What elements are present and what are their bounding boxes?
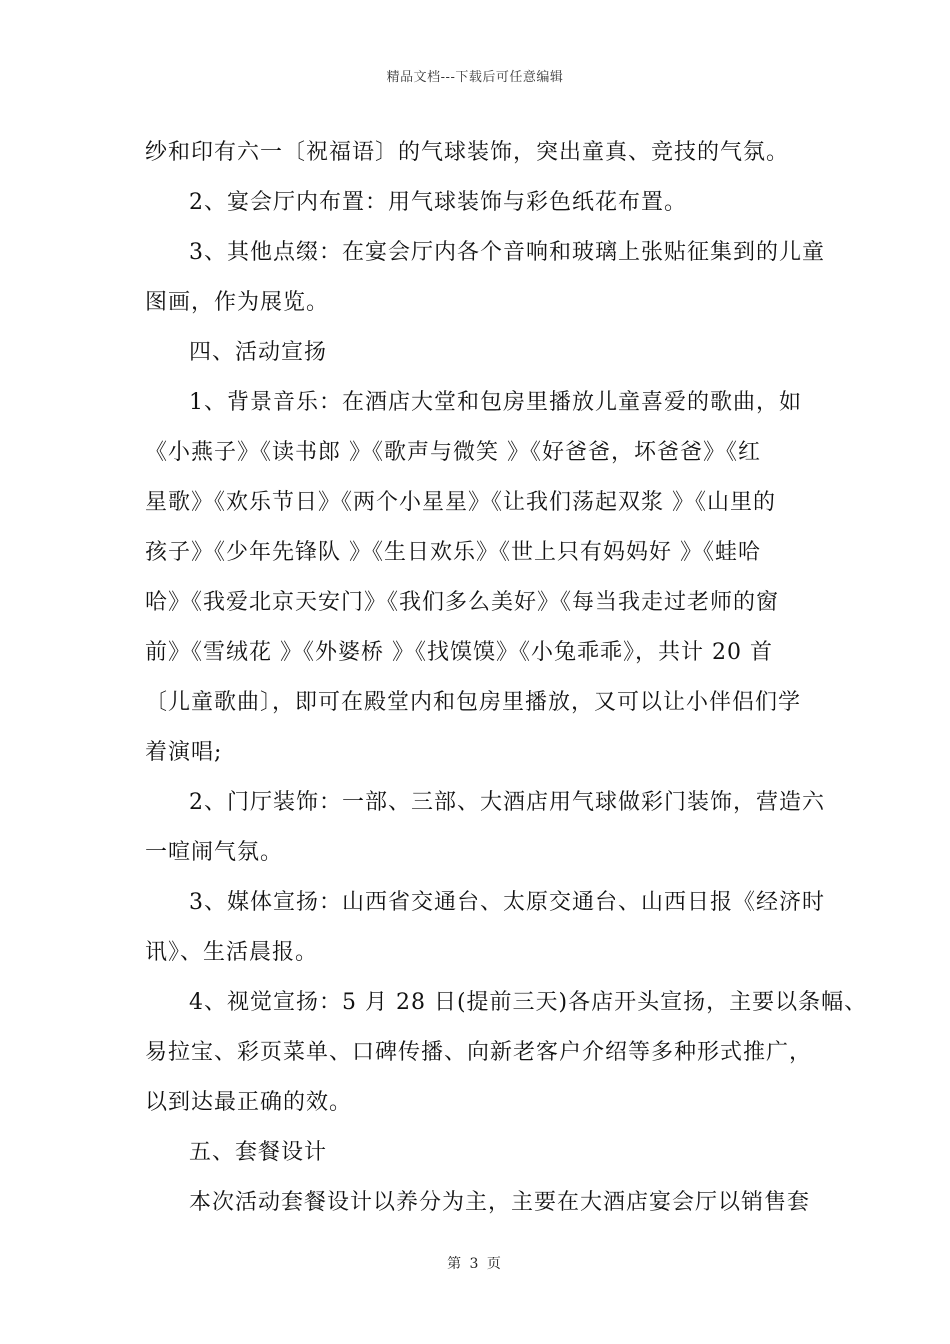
- paragraph-line: 4、视觉宣扬：5 月 28 日(提前三天)各店开头宣扬，主要以条幅、: [189, 990, 868, 1015]
- paragraph-line: 着演唱;: [145, 740, 223, 765]
- page-footer: 第 3 页: [447, 1256, 503, 1272]
- paragraph-line: 孩子》《少年先锋队 》《生日欢乐》《世上只有妈妈好 》《蛙哈: [145, 540, 761, 565]
- paragraph-line: 3、媒体宣扬：山西省交通台、太原交通台、山西日报《经济时: [189, 890, 825, 915]
- paragraph-line: 纱和印有六一〔祝福语〕的气球装饰，突出童真、竞技的气氛。: [145, 140, 790, 165]
- paragraph-line: 本次活动套餐设计以养分为主，主要在大酒店宴会厅以销售套: [189, 1190, 811, 1215]
- paragraph-line: 以到达最正确的效。: [145, 1090, 353, 1115]
- paragraph-line: 哈》《我爱北京天安门》《我们多么美好》《每当我走过老师的窗: [145, 590, 780, 615]
- paragraph-line: 一喧闹气氛。: [145, 840, 284, 865]
- paragraph-line: 四、活动宣扬: [189, 340, 328, 365]
- paragraph-line: 五、套餐设计: [189, 1140, 328, 1165]
- paragraph-line: 〔儿童歌曲〕，即可在殿堂内和包房里播放，又可以让小伴侣们学: [145, 690, 802, 715]
- document-body: [145, 128, 868, 1228]
- paragraph-line: 图画，作为展览。: [145, 290, 330, 315]
- paragraph-line: 3、其他点缀：在宴会厅内各个音响和玻璃上张贴征集到的儿童: [189, 240, 825, 265]
- paragraph-line: 星歌》《欢乐节日》《两个小星星》《让我们荡起双浆 》《山里的: [145, 490, 776, 515]
- paragraph-line: 《小燕子》《读书郎 》《歌声与微笑 》《好爸爸，坏爸爸》《红: [145, 440, 761, 465]
- paragraph-line: 易拉宝、彩页菜单、口碑传播、向新老客户介绍等多种形式推广，: [145, 1040, 813, 1065]
- page-header: 精品文档---下载后可任意编辑: [386, 70, 564, 85]
- paragraph-line: 讯》、生活晨报。: [145, 940, 319, 965]
- paragraph-line: 1、背景音乐：在酒店大堂和包房里播放儿童喜爱的歌曲，如: [189, 390, 802, 415]
- paragraph-line: 2、门厅装饰：一部、三部、大酒店用气球做彩门装饰，营造六: [189, 790, 825, 815]
- paragraph-line: 前》《雪绒花 》《外婆桥 》《找馍馍》《小兔乖乖》，共计 20 首: [145, 640, 773, 665]
- paragraph-line: 2、宴会厅内布置：用气球装饰与彩色纸花布置。: [189, 190, 687, 215]
